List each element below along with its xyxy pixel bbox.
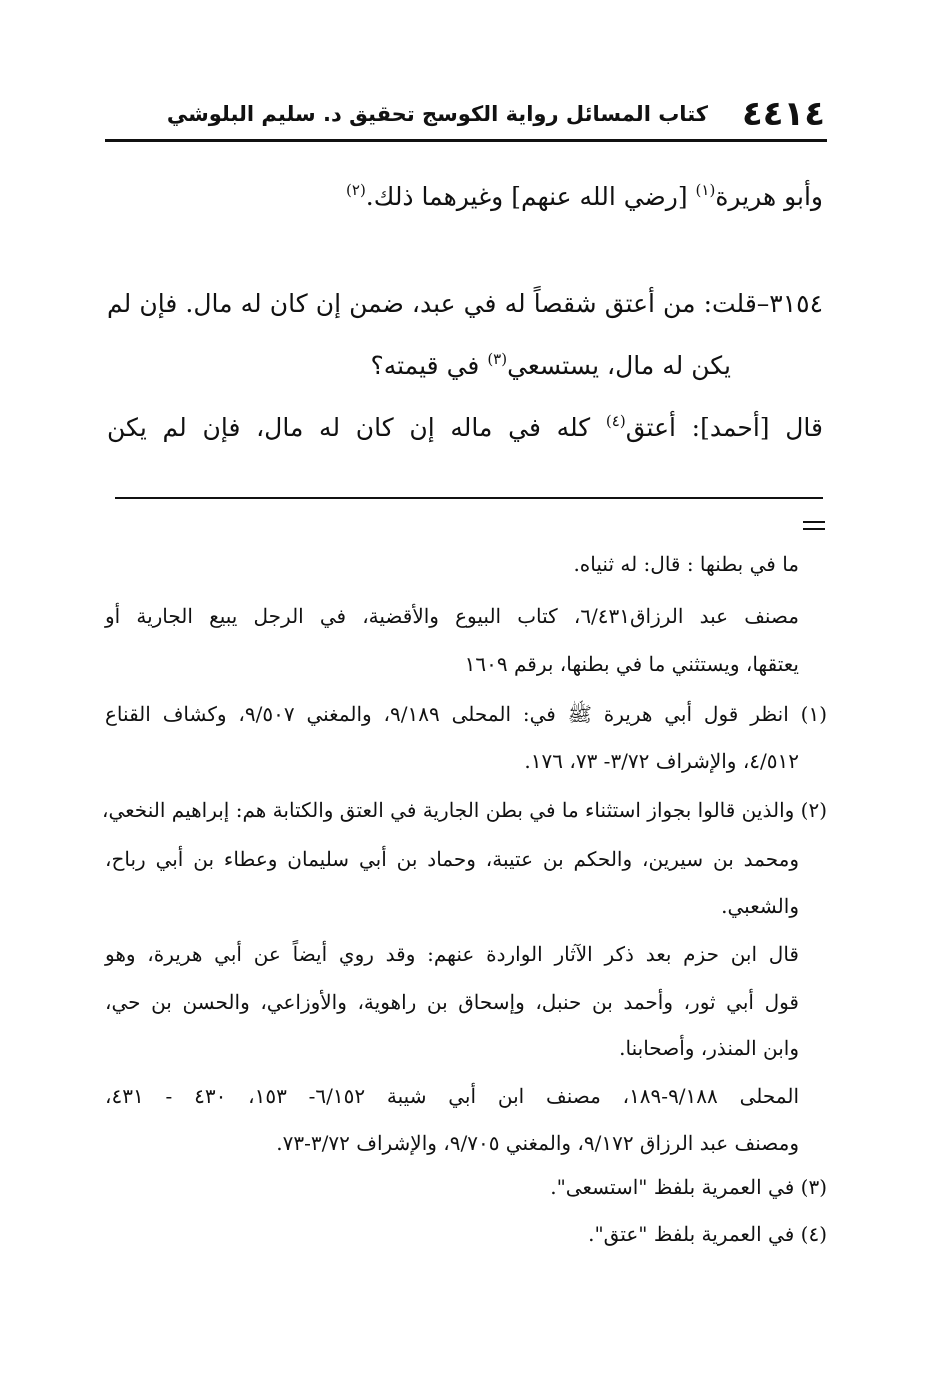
main-text-line-2: ٣١٥٤–قلت: من أعتق شقصاً له في عبد، ضمن إن كان له مال. فإن لم: [107, 289, 823, 318]
text-segment: وأبو هريرة: [715, 182, 823, 211]
main-text-line-3: [370, 339, 731, 386]
running-title: كتاب المسائل رواية الكوسج تحقيق د. سليم البلوشي: [166, 102, 708, 126]
footnote-line: ومصنف عبد الرزاق ٩/١٧٢، والمغني ٩/٧٠٥، والإشراف ٣/٧٢-٧٣.: [276, 1131, 799, 1155]
text-segment: في قيمته؟: [370, 351, 488, 380]
footnote-line: مصنف عبد الرزاق٦/٤٣١، كتاب البيوع والأقضية، في الرجل يبيع الجارية أو: [105, 604, 799, 628]
footnote-line: ما في بطنها : قال: له ثنياه.: [573, 552, 799, 576]
footnote-line: (١) انظر قول أبي هريرة ﷺ في: المحلى ٩/١٨٩، والمغني ٩/٥٠٧، وكشاف القناع: [105, 702, 827, 726]
text-segment: [رضي الله عنهم] وغيرهما ذلك.: [365, 182, 696, 211]
footnote-line: (٢) والذين قالوا بجواز استثناء ما في بطن الجارية في العتق والكتابة هم: إبراهيم النخعي،: [102, 798, 827, 822]
footnote-line: وابن المنذر، وأصحابنا.: [619, 1036, 799, 1060]
main-text-line-1: [107, 170, 823, 217]
text-segment: كله في ماله إن كان له مال، فإن لم يكن: [107, 413, 606, 442]
footnote-line: يعتقها، ويستثني ما في بطنها، برقم ١٦٠٩: [464, 652, 799, 676]
continuation-marker: [803, 521, 825, 530]
page-header: [105, 88, 825, 134]
footnote-line: والشعبي.: [721, 894, 799, 918]
text-segment: قال [أحمد]: أعتق: [625, 413, 823, 442]
footnote-line: المحلى ٩/١٨٨-١٨٩، مصنف ابن أبي شيبة ٦/١٥٢- ١٥٣، ٤٣٠ - ٤٣١،: [105, 1084, 799, 1108]
text-segment: يكن له مال، يستسعي: [507, 351, 731, 380]
header-rule: [105, 139, 827, 142]
footnote-line: (٣) في العمرية بلفظ "استسعى".: [550, 1175, 827, 1199]
main-text-line-4: [107, 401, 823, 448]
footnote-marker-3: (٣): [487, 350, 508, 368]
footnote-marker-4: (٤): [605, 412, 626, 430]
footnote-line: قول أبي ثور، وأحمد بن حنبل، وإسحاق بن راهوية، والأوزاعي، والحسن بن حي،: [105, 990, 799, 1014]
page-number: ٤٤١٤: [741, 94, 825, 134]
footnote-line: (٤) في العمرية بلفظ "عتق".: [588, 1222, 827, 1246]
footnote-line: ومحمد بن سيرين، والحكم بن عتيبة، وحماد بن أبي سليمان وعطاء بن أبي رباح،: [105, 847, 799, 871]
footnote-line: قال ابن حزم بعد ذكر الآثار الواردة عنهم: وقد روي أيضاً عن أبي هريرة، وهو: [105, 942, 799, 966]
footnote-line: ٤/٥١٢، والإشراف ٣/٧٢- ٧٣، ١٧٦.: [524, 749, 799, 773]
footnote-separator: [115, 497, 823, 499]
footnote-marker-1: (١): [695, 181, 716, 199]
footnote-marker-2: (٢): [346, 181, 366, 199]
